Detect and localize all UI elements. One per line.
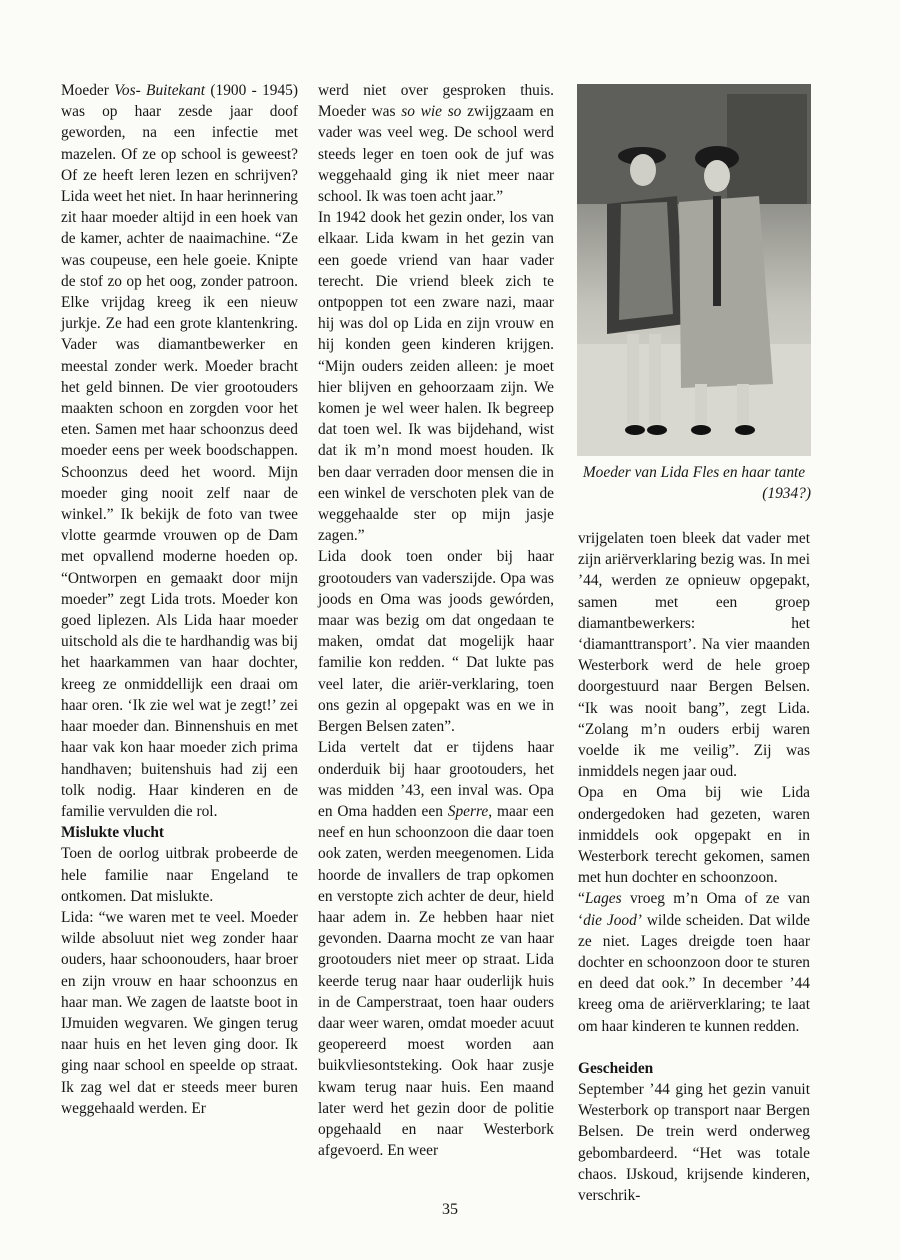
paragraph: September ’44 ging het gezin vanuit Westerbork op transport naar Bergen Belsen. De trein werd onderweg gebombardeerd. “Het was totale chaos. IJskoud, krijsende kinderen, verschrik-: [578, 1081, 810, 1205]
paragraph: werd niet over gesproken thuis. Moeder was so wie so zwijgzaam en vader was veel weg. De school werd steeds leger en toen ook de juf was weggehaald ging ik niet meer naar school. Ik was toen acht jaar.”: [318, 82, 554, 206]
paragraph: Lida dook toen onder bij haar grootouders van vaderszijde. Opa was joods en Oma was joods gewórden, maar was bezig om dat ongedaan te maken, omdat dat mogelijk haar familie kon redden. “ Dat lukte pas veel later, die ariër-verklaring, toen ons gezin al opgepakt was en we in Bergen Belsen zaten”.: [318, 548, 554, 736]
two-women-photo-illustration: [577, 84, 811, 456]
section-heading: Gescheiden: [578, 1059, 654, 1077]
paragraph: “Lages vroeg m’n Oma of ze van ‘die Jood’ wilde scheiden. Dat wilde ze niet. Lages dreigde toen haar dochter en schoonzoon door te sturen en deed dat ook.” In december ’44 kreeg oma de ariërverklaring; te laat om haar kinderen te kunnen redden.: [578, 890, 810, 1035]
photo-caption: [577, 462, 811, 504]
italic-run: Vos- Buitekant: [114, 82, 206, 99]
historical-photo: [577, 84, 811, 456]
paragraph: Opa en Oma bij wie Lida ondergedoken had gezeten, waren inmiddels ook opgepakt en in Westerbork terecht gekomen, samen met hun dochter en schoonzoon.: [578, 784, 810, 887]
italic-run: Lages: [584, 890, 622, 908]
italic-run: die Jood’: [583, 911, 642, 929]
section-heading: Mislukte vlucht: [61, 824, 165, 842]
paragraph: vrijgelaten toen bleek dat vader met zijn ariërverklaring bezig was. In mei ’44, werden ze opnieuw opgepakt, samen met een groep diamantbewerkers: het ‘diamanttransport’. Na vier maanden Westerbork werd de hele groep doorgestuurd naar Bergen Belsen. “Ik was nooit bang”, zegt Lida. “Zolang m’n ouders erbij waren voelde ik me veilig”. Zij was inmiddels negen jaar oud.: [578, 530, 810, 781]
paragraph: Toen de oorlog uitbrak probeerde de hele familie naar Engeland te ontkomen. Dat mislukte.: [61, 845, 298, 905]
paragraph: In 1942 dook het gezin onder, los van elkaar. Lida kwam in het gezin van een goede vriend van haar vader terecht. Die vriend bleek zich te ontpoppen tot een zware nazi, maar hij was dol op Lida en zijn vrouw en hij konden geen kinderen krijgen. “Mijn ouders zeiden alleen: je moet hier blijven en gehoorzaam zijn. We komen je wel weer halen. Ik begreep dat toen wel. Ik was bijdehand, wist dat ik m’n mond moest houden. Ik ben daar verraden door mensen die in een winkel de verschoten plek van de weggehaalde ster op mijn jasje zagen.”: [318, 209, 554, 545]
paragraph-gap: [578, 1037, 810, 1058]
paragraph: Lida: “we waren met te veel. Moeder wilde absoluut niet weg zonder haar ouders, haar schoonouders, haar broer en zijn vrouw en haar schoonzus en haar man. We zagen de laatste boot in IJmuiden wegvaren. We gingen terug naar huis en het leven ging door. Ik ging naar school en speelde op straat. Ik zag wel dat er steeds meer buren weggehaald werden. Er: [61, 908, 298, 1117]
text-column-1: [61, 80, 298, 1119]
italic-run: so wie so: [401, 103, 462, 121]
text-column-2: [318, 80, 554, 1161]
italic-run: Sperre: [447, 802, 489, 820]
page-number: 35: [442, 1201, 458, 1218]
paragraph: Moeder Vos- Buitekant (1900 - 1945) was op haar zesde jaar doof geworden, na een infectie met mazelen. Of ze op school is geweest? Of ze heeft leren lezen en schrijven? Lida weet het niet. In haar herinnering zit haar moeder altijd in een hoek van de kamer, achter de naaimachine. “Ze was coupeuse, een hele goeie. Knipte de stof zo op het oog, zonder patroon. Elke vrijdag kreeg ik een nieuw jurkje. Ze had een grote klantenkring. Vader was diamantbewerker en meestal zonder werk. Moeder bracht het geld binnen. De vier grootouders maakten schoon en zorgden voor het eten. Samen met haar schoonzus deed moeder eens per week boodschappen. Schoonzus deed het woord. Mijn moeder ging nooit zelf naar de winkel.” Ik bekijk de foto van twee vlotte gearmde vrouwen op de Dam met opvallend moderne hoeden op. “Ontworpen en gemaakt door mijn moeder” zegt Lida trots. Moeder kon goed liplezen. Als Lida haar moeder uitschold als die te hardhandig was bij het haarkammen van haar dochter, kreeg ze onmiddellijk een draai om haar oren. ‘Ik zie wel wat je zegt!’ zei haar moeder dan. Binnenshuis en met haar vak kon haar moeder zich prima handhaven; buitenshuis had zij een tolk nodig. Haar kinderen en de familie vervulden die rol.: [61, 82, 298, 820]
caption-line: Moeder van Lida Fles en haar tante: [582, 464, 806, 481]
text-column-3: [578, 528, 810, 1206]
caption-date: (1934?): [762, 485, 811, 502]
paragraph: Lida vertelt dat er tijdens haar onderduik bij haar grootouders, het was midden ’43, een inval was. Opa en Oma hadden een Sperre, maar een neef en hun schoonzoon die daar toen ook zaten, werden meegenomen. Lida hoorde de invallers de trap opkomen en verstopte zich achter de deur, hield haar adem in. Ze hebben haar niet gevonden. Daarna mocht ze van haar grootouders niet meer op straat. Lida keerde terug naar haar ouderlijk huis in de Camperstraat, toen haar ouders daar weer waren, omdat moeder acuut geopereerd moest worden aan buikvliesontsteking. Ook haar zusje kwam terug naar huis. Een maand later werd het gezin door de politie opgehaald en naar Westerbork afgevoerd. En weer: [318, 739, 554, 1160]
